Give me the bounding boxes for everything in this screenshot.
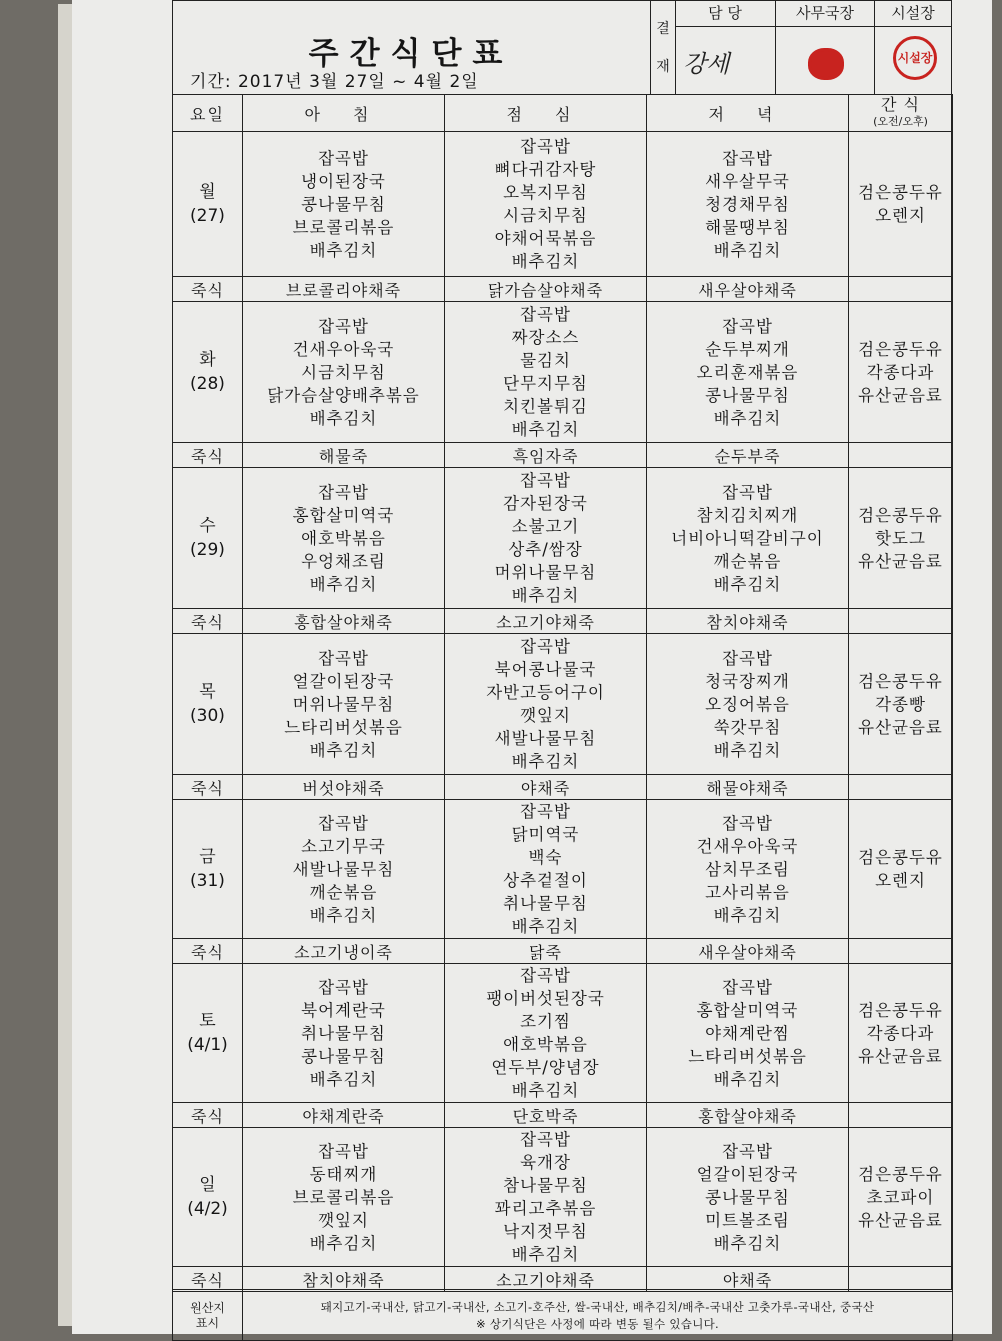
menu-item: 야채계란찜 [705,1023,790,1043]
menu-item: 애호박볶음 [503,1035,588,1054]
menu-item: 홍합살미역국 [696,1000,799,1020]
porridge-row [173,609,953,634]
menu-item: 배추김치 [511,752,580,771]
menu-item: 유산균음료 [858,385,943,405]
origin-text-cell [243,1292,953,1341]
menu-item: 검은콩두유 [858,848,943,867]
menu-item: 잡곡밥 [318,316,369,336]
porridge-label: 죽식 [173,1103,243,1128]
origin-label-line2: 표시 [195,1316,220,1330]
menu-item: 배추김치 [713,1233,782,1253]
period-text: 기간: 2017년 3월 27일 ~ 4월 2일 [190,72,479,92]
approval-role-staff: 담 당 [675,0,775,27]
porridge-label: 죽식 [173,775,243,800]
menu-item: 쑥갓무침 [713,717,782,737]
menu-item: 배추김치 [511,420,580,439]
snack-cell [849,1128,953,1267]
menu-item: 해물땡부침 [705,217,790,237]
dinner-cell [647,132,849,277]
menu-item: 깨순볶음 [713,551,782,571]
change-notice: ※ 상기식단은 사정에 따라 변동 될수 있습니다. [476,1317,719,1331]
col-header-dinner: 저 녁 [647,95,849,132]
menu-item: 잡곡밥 [722,977,773,997]
menu-item: 오렌지 [875,871,926,890]
porridge-empty-cell [849,609,953,634]
snack-header-label: 간 식 [881,95,920,114]
menu-item: 배추김치 [511,586,580,605]
porridge-item: 소고기야채죽 [445,1267,647,1292]
col-header-day: 요일 [173,95,243,132]
menu-table [172,94,953,1341]
approval-col-staff [675,0,776,94]
table-row [173,964,953,1103]
approval-side-label-2: 재 [656,59,670,75]
menu-item: 검은콩두유 [858,339,943,359]
menu-item: 유산균음료 [858,1210,943,1230]
menu-item: 미트볼조림 [705,1210,790,1230]
menu-item: 잡곡밥 [318,148,369,168]
porridge-label: 죽식 [173,277,243,302]
menu-item: 배추김치 [713,905,782,925]
menu-item: 잡곡밥 [520,305,571,324]
menu-item: 새발나물무침 [292,859,395,879]
dinner-cell [647,964,849,1103]
col-header-snack [849,95,953,132]
porridge-item: 소고기야채죽 [445,609,647,634]
porridge-item: 버섯야채죽 [243,775,445,800]
porridge-empty-cell [849,1103,953,1128]
menu-item: 취나물무침 [503,894,588,913]
menu-item: 검은콩두유 [858,671,943,691]
porridge-item: 단호박죽 [445,1103,647,1128]
menu-item: 잡곡밥 [520,137,571,156]
menu-item: 너비아니떡갈비구이 [671,528,824,548]
menu-item: 고사리볶음 [705,882,790,902]
menu-item: 북어계란국 [301,1000,386,1020]
menu-item: 검은콩두유 [858,1000,943,1020]
menu-item: 북어콩나물국 [494,660,597,679]
table-row [173,634,953,775]
menu-item: 핫도그 [875,528,926,548]
porridge-item: 해물죽 [243,443,445,468]
snack-cell [849,302,953,443]
menu-item: 얼갈이된장국 [292,671,395,691]
menu-item: 순두부찌개 [705,339,790,359]
menu-item: 상추/쌈장 [508,540,583,559]
porridge-item: 홍합살야채죽 [243,609,445,634]
menu-item: 콩나물무침 [301,194,386,214]
menu-item: 청경채무침 [705,194,790,214]
menu-item: 감자된장국 [503,494,588,513]
porridge-empty-cell [849,939,953,964]
menu-item: 닭미역국 [511,825,580,844]
porridge-label: 죽식 [173,443,243,468]
menu-item: 잡곡밥 [520,802,571,821]
menu-item: 얼갈이된장국 [696,1164,799,1184]
menu-item: 취나물무침 [301,1023,386,1043]
menu-item: 청국장찌개 [705,671,790,691]
porridge-item: 브로콜리야채죽 [243,277,445,302]
day-name: 월 [199,182,216,202]
menu-item: 시금치무침 [503,206,588,225]
day-name: 토 [199,1011,216,1031]
dinner-cell [647,634,849,775]
menu-item: 오징어볶음 [705,694,790,714]
day-name: 일 [199,1175,216,1195]
porridge-row [173,939,953,964]
porridge-empty-cell [849,775,953,800]
porridge-item: 새우살야채죽 [647,277,849,302]
porridge-item: 홍합살야채죽 [647,1103,849,1128]
menu-item: 배추김치 [511,1245,580,1264]
porridge-item: 닭죽 [445,939,647,964]
approval-role-director: 시설장 [875,0,951,27]
menu-item: 브로콜리볶음 [292,1187,395,1207]
menu-item: 잡곡밥 [318,1141,369,1161]
day-cell [173,1128,243,1267]
menu-item: 뼈다귀감자탕 [494,160,597,179]
menu-item: 육개장 [520,1153,571,1172]
breakfast-cell [243,964,445,1103]
origin-row [173,1292,953,1341]
menu-item: 유산균음료 [858,1046,943,1066]
table-header-row [173,95,953,132]
menu-item: 조기찜 [520,1012,571,1031]
menu-item: 짜장소스 [511,328,580,347]
menu-item: 소불고기 [511,517,580,536]
porridge-item: 새우살야채죽 [647,939,849,964]
menu-item: 각종다과 [866,362,935,382]
menu-item: 배추김치 [309,1233,378,1253]
porridge-label: 죽식 [173,939,243,964]
menu-item: 배추김치 [309,905,378,925]
porridge-item: 참치야채죽 [647,609,849,634]
porridge-empty-cell [849,1267,953,1292]
menu-item: 느타리버섯볶음 [688,1046,807,1066]
breakfast-cell [243,302,445,443]
menu-item: 배추김치 [713,574,782,594]
porridge-item: 흑임자죽 [445,443,647,468]
staff-signature: 강세 [683,50,730,78]
menu-item: 오렌지 [875,206,926,225]
porridge-row [173,443,953,468]
menu-item: 잡곡밥 [318,977,369,997]
menu-item: 머위나물무침 [494,563,597,582]
menu-item: 오복지무침 [503,183,588,202]
porridge-empty-cell [849,443,953,468]
lunch-cell [445,634,647,775]
lunch-cell [445,132,647,277]
menu-item: 잡곡밥 [318,482,369,502]
day-cell [173,634,243,775]
menu-item: 배추김치 [511,1081,580,1100]
menu-item: 연두부/양념장 [491,1058,600,1077]
menu-item: 잡곡밥 [318,813,369,833]
menu-item: 콩나물무침 [301,1046,386,1066]
menu-item: 자반고등어구이 [486,683,605,702]
menu-item: 잡곡밥 [722,813,773,833]
day-cell [173,302,243,443]
menu-item: 잡곡밥 [722,648,773,668]
menu-item: 배추김치 [309,408,378,428]
approval-role-office: 사무국장 [776,0,874,27]
breakfast-cell [243,468,445,609]
menu-item: 잡곡밥 [318,648,369,668]
menu-item: 배추김치 [511,252,580,271]
menu-item: 소고기무국 [301,836,386,856]
breakfast-cell [243,132,445,277]
porridge-item: 닭가슴살야채죽 [445,277,647,302]
snack-header-note: (오전/오후) [873,115,928,128]
menu-item: 배추김치 [309,1069,378,1089]
porridge-item: 야채죽 [445,775,647,800]
porridge-row [173,775,953,800]
day-date: (31) [190,871,225,891]
paper-sheet [72,0,992,1334]
origin-info: 돼지고기-국내산, 닭고기-국내산, 소고기-호주산, 쌀-국내산, 배추김치/배추-국내산 고춧가루-국내산, 중국산 [320,1300,875,1314]
menu-item: 배추김치 [309,240,378,260]
day-name: 목 [199,682,216,702]
menu-item: 잡곡밥 [520,1130,571,1149]
menu-item: 배추김치 [713,1069,782,1089]
porridge-empty-cell [849,277,953,302]
document-title: 주간식단표 [308,36,514,72]
dinner-cell [647,1128,849,1267]
lunch-cell [445,468,647,609]
snack-cell [849,634,953,775]
table-row [173,1128,953,1267]
lunch-cell [445,964,647,1103]
menu-item: 배추김치 [309,574,378,594]
lunch-cell [445,1128,647,1267]
day-date: (29) [190,540,225,560]
col-header-lunch: 점 심 [445,95,647,132]
day-date: (28) [190,374,225,394]
day-cell [173,964,243,1103]
menu-item: 깻잎지 [318,1210,369,1230]
approval-side-label-1: 결 [656,21,670,37]
menu-item: 새발나물무침 [494,729,597,748]
approval-col-director [875,0,951,94]
menu-item: 동태찌개 [309,1164,378,1184]
menu-item: 잡곡밥 [520,966,571,985]
menu-item: 브로콜리볶음 [292,217,395,237]
origin-label-line1: 원산지 [190,1301,225,1315]
menu-item: 백숙 [528,848,563,867]
approval-box [650,0,951,94]
menu-item: 배추김치 [713,408,782,428]
porridge-label: 죽식 [173,609,243,634]
porridge-row [173,1267,953,1292]
menu-item: 잡곡밥 [520,471,571,490]
menu-item: 잡곡밥 [520,637,571,656]
menu-document [172,0,952,1331]
menu-item: 깨순볶음 [309,882,378,902]
menu-item: 콩나물무침 [705,385,790,405]
menu-item: 검은콩두유 [858,183,943,202]
day-date: (4/1) [187,1035,228,1055]
menu-item: 각종다과 [866,1023,935,1043]
menu-item: 홍합살미역국 [292,505,395,525]
menu-item: 잡곡밥 [722,482,773,502]
snack-cell [849,132,953,277]
day-date: (4/2) [187,1199,228,1219]
table-row [173,468,953,609]
snack-cell [849,800,953,939]
menu-item: 애호박볶음 [301,528,386,548]
table-row [173,800,953,939]
menu-item: 유산균음료 [858,717,943,737]
menu-item: 잡곡밥 [722,148,773,168]
menu-item: 참나물무침 [503,1176,588,1195]
porridge-row [173,1103,953,1128]
menu-item: 배추김치 [713,740,782,760]
menu-item: 물김치 [520,351,571,370]
approval-side-label [651,0,676,94]
menu-item: 검은콩두유 [858,505,943,525]
porridge-item: 순두부죽 [647,443,849,468]
day-date: (30) [190,706,225,726]
menu-item: 건새우아욱국 [292,339,395,359]
day-date: (27) [190,206,225,226]
porridge-item: 참치야채죽 [243,1267,445,1292]
menu-item: 잡곡밥 [722,316,773,336]
lunch-cell [445,800,647,939]
menu-item: 냉이된장국 [301,171,386,191]
dinner-cell [647,468,849,609]
porridge-item: 소고기냉이죽 [243,939,445,964]
day-cell [173,132,243,277]
table-row [173,302,953,443]
day-name: 화 [199,350,216,370]
menu-item: 시금치무침 [301,362,386,382]
dinner-cell [647,800,849,939]
origin-label [173,1292,243,1341]
menu-item: 검은콩두유 [858,1164,943,1184]
porridge-item: 야채계란죽 [243,1103,445,1128]
menu-item: 배추김치 [713,240,782,260]
menu-item: 깻잎지 [520,706,571,725]
day-cell [173,800,243,939]
menu-item: 닭가슴살양배추볶음 [267,385,420,405]
snack-cell [849,964,953,1103]
menu-item: 오리훈재볶음 [696,362,799,382]
porridge-item: 해물야채죽 [647,775,849,800]
menu-item: 건새우아욱국 [696,836,799,856]
lunch-cell [445,302,647,443]
menu-item: 우엉채조림 [301,551,386,571]
menu-item: 머위나물무침 [292,694,395,714]
director-stamp [893,36,937,80]
menu-item: 느타리버섯볶음 [284,717,403,737]
director-stamp-text: 시설장 [897,51,933,65]
snack-cell [849,468,953,609]
menu-item: 삼치무조림 [705,859,790,879]
menu-item: 치킨볼튀김 [503,397,588,416]
breakfast-cell [243,800,445,939]
porridge-row [173,277,953,302]
day-name: 금 [199,847,216,867]
menu-item: 초코파이 [866,1187,935,1207]
menu-item: 배추김치 [511,917,580,936]
col-header-breakfast: 아 침 [243,95,445,132]
breakfast-cell [243,1128,445,1267]
approval-col-office [776,0,875,94]
menu-item: 상추겉절이 [503,871,588,890]
menu-item: 참치김치찌개 [696,505,799,525]
menu-item: 야채어묵볶음 [494,229,597,248]
menu-item: 각종빵 [875,694,926,714]
menu-item: 팽이버섯된장국 [486,989,605,1008]
dinner-cell [647,302,849,443]
menu-item: 콩나물무침 [705,1187,790,1207]
porridge-item: 야채죽 [647,1267,849,1292]
day-name: 수 [199,516,216,536]
menu-item: 새우살무국 [705,171,790,191]
menu-item: 잡곡밥 [722,1141,773,1161]
menu-item: 배추김치 [309,740,378,760]
menu-item: 꽈리고추볶음 [494,1199,597,1218]
menu-item: 낙지젓무침 [503,1222,588,1241]
office-stamp [808,48,844,80]
breakfast-cell [243,634,445,775]
menu-item: 유산균음료 [858,551,943,571]
table-row [173,132,953,277]
porridge-label: 죽식 [173,1267,243,1292]
menu-item: 단무지무침 [503,374,588,393]
day-cell [173,468,243,609]
